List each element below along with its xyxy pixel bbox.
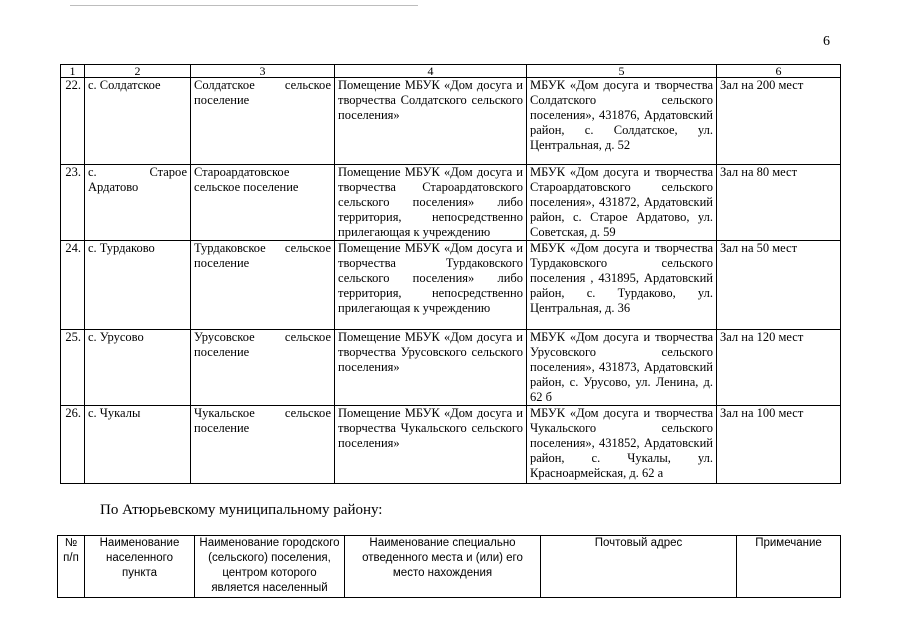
header-cell: 1 [61,65,85,78]
page-number: 6 [823,34,830,49]
header-cell: Наименование специально отведенного места и (или) его место нахождения [345,536,541,598]
table-row [61,165,841,241]
header-cell: Почтовый адрес [541,536,737,598]
address-cell: МБУК «Дом досуга и творчества Солдатского сельского поселения», 431876, Ардатовский район, с. Солдатское, ул. Центральная, д. 52 [527,78,717,165]
municipality-cell: Урусовское сельское поселение [191,330,335,406]
place-cell: Помещение МБУК «Дом досуга и творчества Турдаковского сельского поселения» либо территория, непосредственно прилегающая к учреждению [335,241,527,330]
note-cell: Зал на 50 мест [717,241,841,330]
address-cell: МБУК «Дом досуга и творчества Чукальского сельского поселения», 431852, Ардатовский район, с. Чукалы, ул. Красноармейская, д. 62 а [527,406,717,484]
district-table-header [57,535,841,598]
header-cell: 2 [85,65,191,78]
header-cell: Примечание [737,536,841,598]
municipality-cell: Турдаковское сельское поселение [191,241,335,330]
table-row [61,241,841,330]
header-cell: 6 [717,65,841,78]
settlement-cell: с. Старое Ардатово [85,165,191,241]
table-row [61,330,841,406]
settlement-cell: с. Чукалы [85,406,191,484]
municipality-cell: Староардатовское сельское поселение [191,165,335,241]
place-cell: Помещение МБУК «Дом досуга и творчества Староардатовского сельского поселения» либо территория, непосредственно прилегающая к учреждению [335,165,527,241]
row-number: 25. [61,330,85,406]
municipality-cell: Чукальское сельское поселение [191,406,335,484]
table-header-row [61,65,841,78]
header-cell: Наименование населенного пункта [85,536,195,598]
row-number: 24. [61,241,85,330]
header-cell: 5 [527,65,717,78]
note-cell: Зал на 200 мест [717,78,841,165]
place-cell: Помещение МБУК «Дом досуга и творчества Солдатского сельского поселения» [335,78,527,165]
table-row [61,406,841,484]
table-header-row [58,536,841,598]
row-number: 26. [61,406,85,484]
note-cell: Зал на 80 мест [717,165,841,241]
top-rule [70,5,418,6]
table-row [61,78,841,165]
place-cell: Помещение МБУК «Дом досуга и творчества Урусовского сельского поселения» [335,330,527,406]
row-number: 22. [61,78,85,165]
municipality-cell: Солдатское сельское поселение [191,78,335,165]
header-cell: 3 [191,65,335,78]
header-cell: Наименование городского (сельского) поселения, центром которого является населенный [195,536,345,598]
section-title: По Атюрьевскому муниципальному району: [100,502,383,518]
settlement-cell: с. Урусово [85,330,191,406]
row-number: 23. [61,165,85,241]
note-cell: Зал на 100 мест [717,406,841,484]
settlement-cell: с. Турдаково [85,241,191,330]
place-cell: Помещение МБУК «Дом досуга и творчества Чукальского сельского поселения» [335,406,527,484]
header-cell: 4 [335,65,527,78]
header-cell: № п/п [58,536,85,598]
address-cell: МБУК «Дом досуга и творчества Турдаковского сельского поселения , 431895, Ардатовский район, с. Турдаково, ул. Центральная, д. 36 [527,241,717,330]
settlement-cell: с. Солдатское [85,78,191,165]
note-cell: Зал на 120 мест [717,330,841,406]
venues-table [60,64,841,484]
address-cell: МБУК «Дом досуга и творчества Староардатовского сельского поселения», 431872, Ардатовский район, с. Старое Ардатово, ул. Советская, д. 59 [527,165,717,241]
address-cell: МБУК «Дом досуга и творчества Урусовского сельского поселения», 431873, Ардатовский район, с. Урусово, ул. Ленина, д. 62 б [527,330,717,406]
